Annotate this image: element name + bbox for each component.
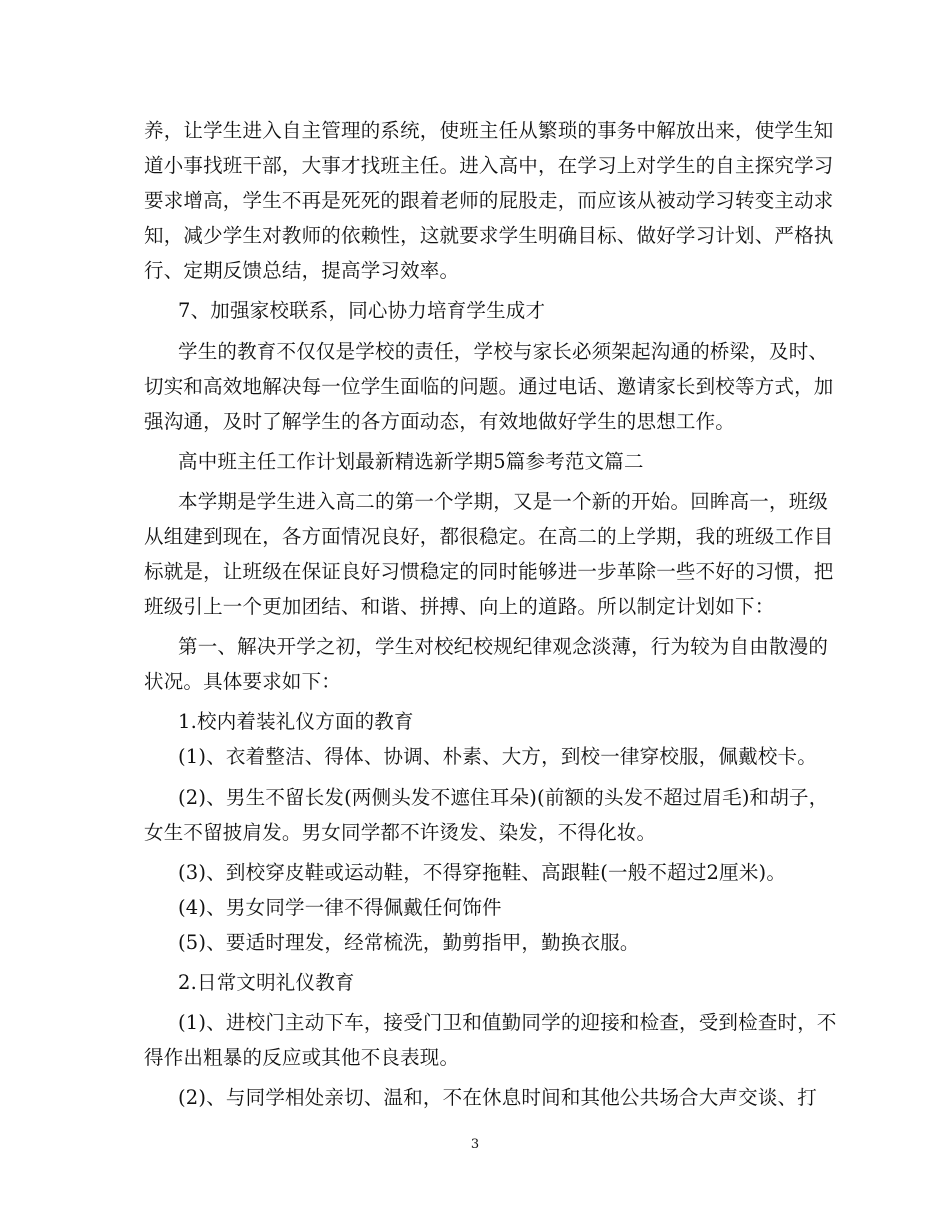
list-item: (5)、要适时理发，经常梳洗，勤剪指甲，勤换衣服。 <box>178 931 640 954</box>
list-item: (1)、衣着整洁、得体、协调、朴素、大方，到校一律穿校服，佩戴校卡。 <box>178 745 817 768</box>
text-line: 状况。具体要求如下： <box>144 670 342 693</box>
text-line: 班级引上一个更加团结、和谐、拼搏、向上的道路。所以制定计划如下： <box>144 595 775 618</box>
list-heading: 2.日常文明礼仪教育 <box>178 971 355 994</box>
text-line: 要求增高，学生不再是死死的跟着老师的屁股走，而应该从被动学习转变主动求 <box>144 189 834 212</box>
text-line: 养，让学生进入自主管理的系统，使班主任从繁琐的事务中解放出来，使学生知 <box>144 119 834 142</box>
text-line: 道小事找班干部，大事才找班主任。进入高中，在学习上对学生的自主探究学习 <box>144 154 834 177</box>
text-line: 得作出粗暴的反应或其他不良表现。 <box>144 1046 460 1069</box>
text-line: 行、定期反馈总结，提高学习效率。 <box>144 259 460 282</box>
list-item: (1)、进校门主动下车，接受门卫和值勤同学的迎接和检查，受到检查时，不 <box>178 1011 837 1034</box>
list-item: (4)、男女同学一律不得佩戴任何饰件 <box>178 896 502 919</box>
page-number: 3 <box>470 1137 480 1152</box>
section-heading: 7、加强家校联系，同心协力培育学生成才 <box>178 299 546 322</box>
text-line: 学生的教育不仅仅是学校的责任，学校与家长必须架起沟通的桥梁，及时、 <box>178 340 829 363</box>
text-line: 女生不留披肩发。男女同学都不许烫发、染发，不得化妆。 <box>144 821 657 844</box>
text-line: 标就是，让班级在保证良好习惯稳定的同时能够进一步革除一些不好的习惯，把 <box>144 560 834 583</box>
list-item: (3)、到校穿皮鞋或运动鞋，不得穿拖鞋、高跟鞋(一般不超过2厘米)。 <box>178 861 787 884</box>
list-item: (2)、与同学相处亲切、温和，不在休息时间和其他公共场合大声交谈、打 <box>178 1086 817 1109</box>
text-line: 本学期是学生进入高二的第一个学期，又是一个新的开始。回眸高一，班级 <box>178 490 829 513</box>
text-line: 知，减少学生对教师的依赖性，这就要求学生明确目标、做好学习计划、严格执 <box>144 224 834 247</box>
text-line: 强沟通，及时了解学生的各方面动态，有效地做好学生的思想工作。 <box>144 410 736 433</box>
list-heading: 1.校内着装礼仪方面的教育 <box>178 710 414 733</box>
section-heading: 高中班主任工作计划最新精选新学期5篇参考范文篇二 <box>178 450 644 473</box>
text-line: 从组建到现在，各方面情况良好，都很稳定。在高二的上学期，我的班级工作目 <box>144 525 834 548</box>
text-line: 切实和高效地解决每一位学生面临的问题。通过电话、邀请家长到校等方式，加 <box>144 375 834 398</box>
list-item: (2)、男生不留长发(两侧头发不遮住耳朵)(前额的头发不超过眉毛)和胡子， <box>178 786 829 809</box>
text-line: 第一、解决开学之初，学生对校纪校规纪律观念淡薄，行为较为自由散漫的 <box>178 635 829 658</box>
